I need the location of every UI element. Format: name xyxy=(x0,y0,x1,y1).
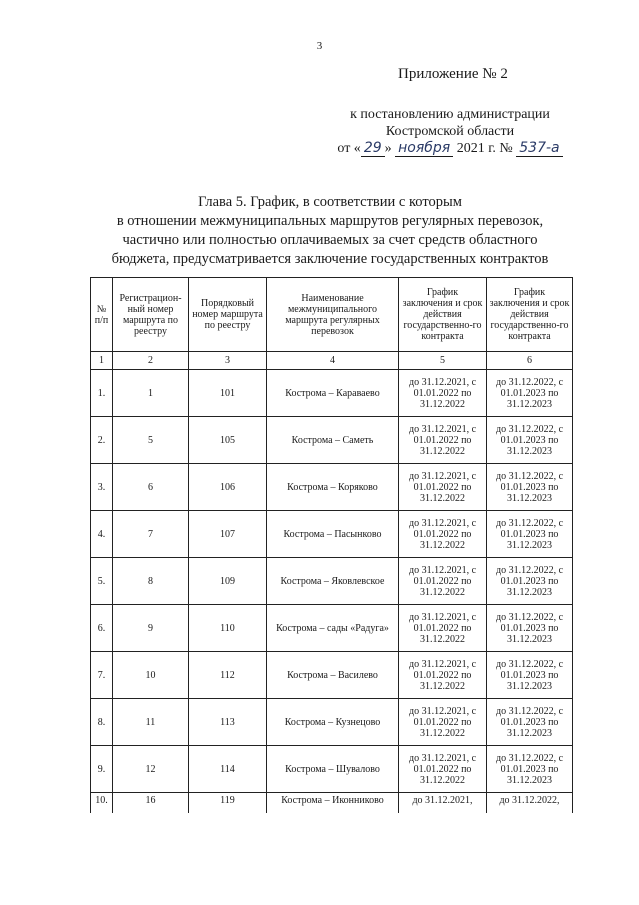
schedule-5: до 31.12.2021, с 01.01.2022 по 31.12.2022 xyxy=(399,558,487,605)
ordinal-number: 112 xyxy=(189,652,267,699)
schedule-5: до 31.12.2021, с 01.01.2022 по 31.12.2022 xyxy=(399,464,487,511)
row-number: 2. xyxy=(91,417,113,464)
schedule-5: до 31.12.2021, с 01.01.2022 по 31.12.2022 xyxy=(399,605,487,652)
handwritten-day: 29 xyxy=(361,140,385,157)
route-name: Кострома – Саметь xyxy=(267,417,399,464)
row-number: 7. xyxy=(91,652,113,699)
table-row xyxy=(91,699,573,746)
chapter-line: Глава 5. График, в соответствии с которым xyxy=(198,194,462,210)
table-row xyxy=(91,511,573,558)
table-row xyxy=(91,605,573,652)
route-name: Кострома – Иконниково xyxy=(267,793,399,813)
year-text: 2021 г. № xyxy=(456,141,513,156)
column-number-row xyxy=(91,352,573,370)
schedule-5: до 31.12.2021, с 01.01.2022 по 31.12.2022 xyxy=(399,746,487,793)
schedule-5: до 31.12.2021, с 01.01.2022 по 31.12.2022 xyxy=(399,370,487,417)
registration-number: 9 xyxy=(113,605,189,652)
row-number: 9. xyxy=(91,746,113,793)
column-number: 5 xyxy=(399,352,487,370)
schedule-6: до 31.12.2022, с 01.01.2023 по 31.12.2023 xyxy=(487,511,573,558)
registration-number: 1 xyxy=(113,370,189,417)
table-body xyxy=(91,370,573,813)
table-row xyxy=(91,793,573,813)
registration-number: 6 xyxy=(113,464,189,511)
decree-reference xyxy=(330,106,570,157)
ordinal-number: 107 xyxy=(189,511,267,558)
column-number: 3 xyxy=(189,352,267,370)
table-header-row xyxy=(91,278,573,352)
ordinal-number: 105 xyxy=(189,417,267,464)
table-row xyxy=(91,464,573,511)
schedule-5: до 31.12.2021, xyxy=(399,793,487,813)
header-route-name: Наименование межмуниципального маршрута регулярных перевозок xyxy=(267,278,399,352)
schedule-6: до 31.12.2022, с 01.01.2023 по 31.12.2023 xyxy=(487,464,573,511)
registration-number: 5 xyxy=(113,417,189,464)
decree-line-2: Костромской области xyxy=(385,124,515,139)
schedule-6: до 31.12.2022, с 01.01.2023 по 31.12.2023 xyxy=(487,417,573,464)
ordinal-number: 119 xyxy=(189,793,267,813)
row-number: 6. xyxy=(91,605,113,652)
chapter-line: частично или полностью оплачиваемых за счет средств областного xyxy=(122,232,538,248)
route-name: Кострома – Пасынково xyxy=(267,511,399,558)
ordinal-number: 101 xyxy=(189,370,267,417)
registration-number: 7 xyxy=(113,511,189,558)
table-row xyxy=(91,746,573,793)
ordinal-number: 113 xyxy=(189,699,267,746)
header-schedule-6: График заключения и срок действия государственно-го контракта xyxy=(487,278,573,352)
schedule-6: до 31.12.2022, с 01.01.2023 по 31.12.2023 xyxy=(487,652,573,699)
column-number: 6 xyxy=(487,352,573,370)
date-mid: » xyxy=(384,141,392,156)
row-number: 3. xyxy=(91,464,113,511)
registration-number: 8 xyxy=(113,558,189,605)
schedule-5: до 31.12.2021, с 01.01.2022 по 31.12.2022 xyxy=(399,417,487,464)
registration-number: 11 xyxy=(113,699,189,746)
row-number: 1. xyxy=(91,370,113,417)
ordinal-number: 109 xyxy=(189,558,267,605)
decree-date-line xyxy=(330,140,570,157)
appendix-title: Приложение № 2 xyxy=(398,66,508,82)
route-name: Кострома – Кузнецово xyxy=(267,699,399,746)
schedule-6: до 31.12.2022, с 01.01.2023 по 31.12.2023 xyxy=(487,699,573,746)
column-number: 1 xyxy=(91,352,113,370)
date-prefix: от « xyxy=(337,141,361,156)
column-number: 2 xyxy=(113,352,189,370)
handwritten-decree-number: 537-а xyxy=(516,140,562,157)
header-ordinal-number: Порядковый номер маршрута по реестру xyxy=(189,278,267,352)
registration-number: 10 xyxy=(113,652,189,699)
schedule-5: до 31.12.2021, с 01.01.2022 по 31.12.2022 xyxy=(399,652,487,699)
row-number: 10. xyxy=(91,793,113,813)
header-schedule-5: График заключения и срок действия государственно-го контракта xyxy=(399,278,487,352)
chapter-line: в отношении межмуниципальных маршрутов регулярных перевозок, xyxy=(116,213,544,229)
chapter-heading xyxy=(90,193,570,269)
route-name: Кострома – Яковлевское xyxy=(267,558,399,605)
header-number: № п/п xyxy=(91,278,113,352)
column-number: 4 xyxy=(267,352,399,370)
schedule-6: до 31.12.2022, с 01.01.2023 по 31.12.2023 xyxy=(487,746,573,793)
page-number: 3 xyxy=(316,40,323,52)
row-number: 8. xyxy=(91,699,113,746)
route-name: Кострома – Караваево xyxy=(267,370,399,417)
table-row xyxy=(91,558,573,605)
route-name: Кострома – Василево xyxy=(267,652,399,699)
registration-number: 12 xyxy=(113,746,189,793)
schedule-5: до 31.12.2021, с 01.01.2022 по 31.12.2022 xyxy=(399,511,487,558)
routes-table xyxy=(90,277,573,813)
route-name: Кострома – Шувалово xyxy=(267,746,399,793)
route-name: Кострома – сады «Радуга» xyxy=(267,605,399,652)
header-registration-number: Регистрацион-ный номер маршрута по реестру xyxy=(113,278,189,352)
route-name: Кострома – Коряково xyxy=(267,464,399,511)
ordinal-number: 114 xyxy=(189,746,267,793)
row-number: 5. xyxy=(91,558,113,605)
schedule-6: до 31.12.2022, с 01.01.2023 по 31.12.2023 xyxy=(487,370,573,417)
row-number: 4. xyxy=(91,511,113,558)
table-row xyxy=(91,417,573,464)
schedule-6: до 31.12.2022, с 01.01.2023 по 31.12.2023 xyxy=(487,558,573,605)
schedule-6: до 31.12.2022, xyxy=(487,793,573,813)
registration-number: 16 xyxy=(113,793,189,813)
ordinal-number: 110 xyxy=(189,605,267,652)
decree-line-1: к постановлению администрации xyxy=(350,107,550,122)
handwritten-month: ноября xyxy=(395,140,453,157)
table-row xyxy=(91,370,573,417)
table-row xyxy=(91,652,573,699)
schedule-6: до 31.12.2022, с 01.01.2023 по 31.12.2023 xyxy=(487,605,573,652)
chapter-line: бюджета, предусматривается заключение государственных контрактов xyxy=(111,251,549,267)
ordinal-number: 106 xyxy=(189,464,267,511)
schedule-5: до 31.12.2021, с 01.01.2022 по 31.12.2022 xyxy=(399,699,487,746)
